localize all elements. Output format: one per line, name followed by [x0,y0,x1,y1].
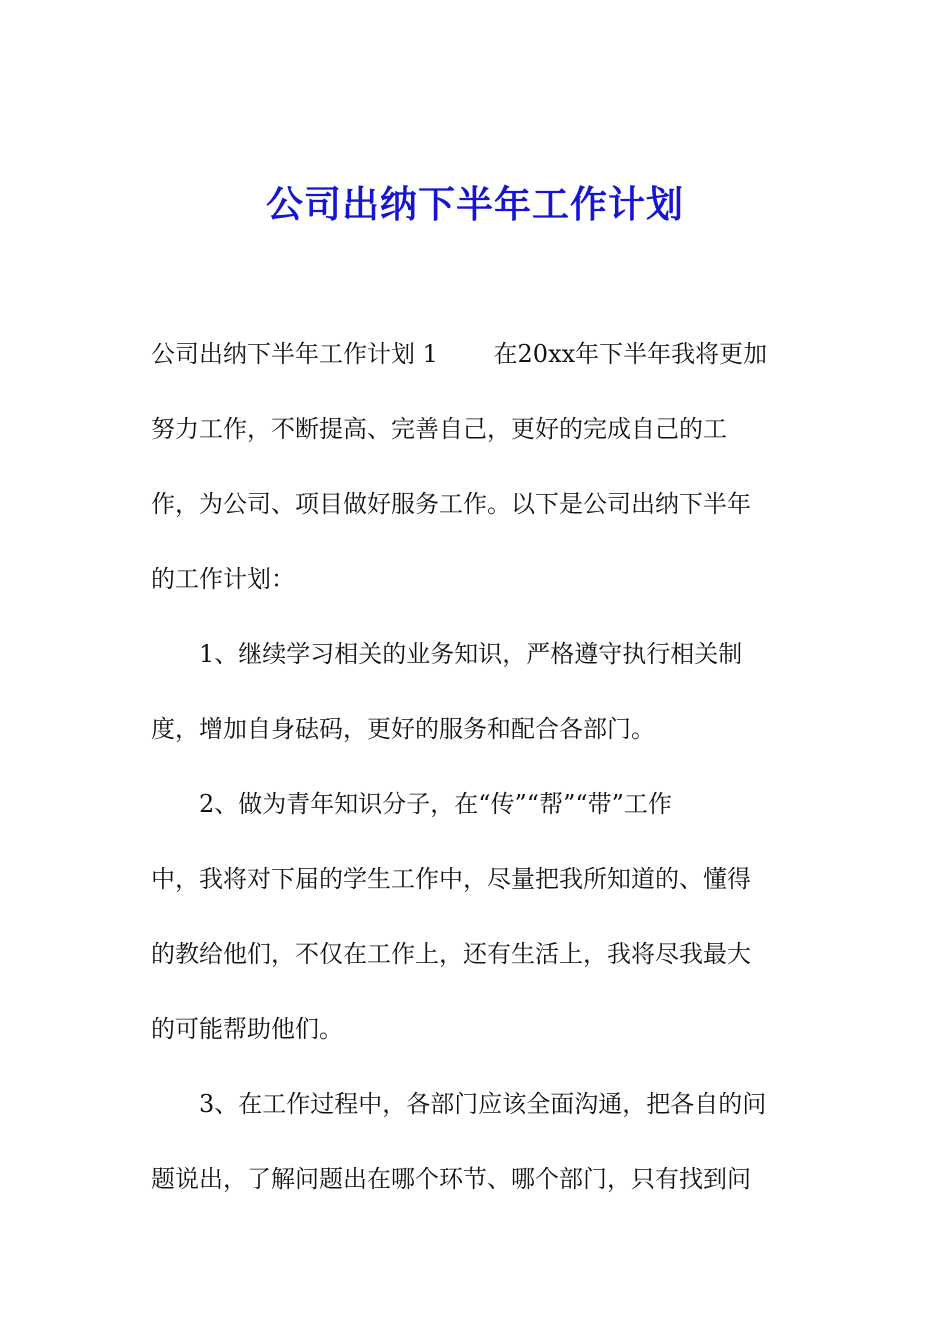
text-line: 作，为公司、项目做好服务工作。以下是公司出纳下半年 [151,490,751,518]
text-line: 中，我将对下届的学生工作中，尽量把我所知道的、懂得 [151,865,751,893]
text-line: 1、继续学习相关的业务知识，严格遵守执行相关制 [199,640,743,668]
document-body [151,317,811,1217]
text-line: 公司出纳下半年工作计划 1 在20xx年下半年我将更加 [151,340,768,368]
document-title: 公司出纳下半年工作计划 [266,182,684,226]
text-line: 题说出，了解问题出在哪个环节、哪个部门，只有找到问 [151,1165,751,1193]
text-line: 2、做为青年知识分子，在“传”“帮”“带”工作 [199,790,672,818]
text-line: 的教给他们，不仅在工作上，还有生活上，我将尽我最大 [151,940,751,968]
text-line: 努力工作，不断提高、完善自己，更好的完成自己的工 [151,415,727,443]
text-line: 3、在工作过程中，各部门应该全面沟通，把各自的问 [199,1090,767,1118]
text-line: 的可能帮助他们。 [151,1015,343,1043]
text-line: 的工作计划： [151,565,295,593]
text-line: 度，增加自身砝码，更好的服务和配合各部门。 [151,715,655,743]
